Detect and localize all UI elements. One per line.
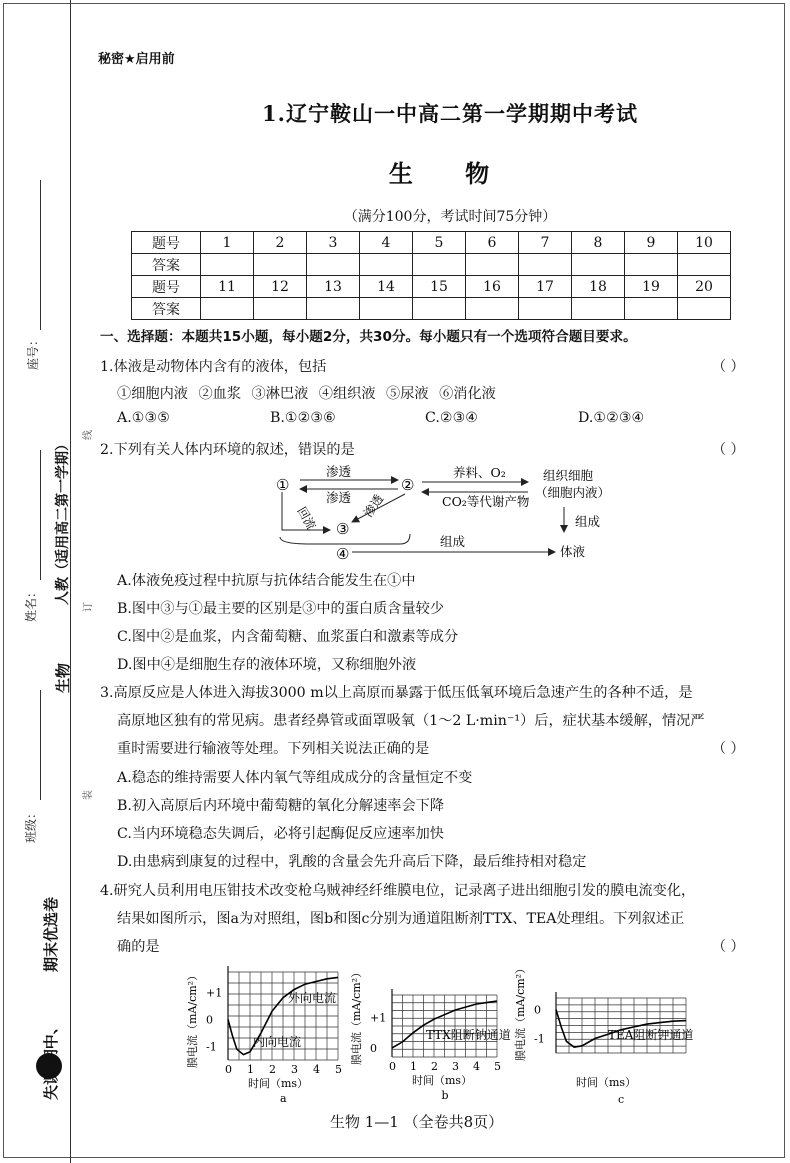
label-compose2: 组成: [440, 534, 466, 549]
answer-cell[interactable]: [307, 254, 360, 276]
y-axis-label: 膜电流（mA/cm²）: [350, 966, 363, 1065]
q3-line2: 高原地区独有的常见病。患者经鼻管或面罩吸氧（1～2 L·min⁻¹）后，症状基本缓解，情况严: [117, 713, 705, 729]
table-cell: 题号: [132, 276, 201, 298]
answer-cell[interactable]: [519, 298, 572, 320]
seat-label: 座号：: [26, 333, 40, 370]
q4-line1: 4.研究人员利用电压钳技术改变枪乌贼神经纤维膜电位，记录离子进出细胞引发的膜电流变化，: [100, 883, 696, 899]
node-1: ①: [276, 476, 290, 494]
label-shentou2: 渗透: [326, 490, 352, 505]
q2-stem: 2.下列有关人体内环境的叙述，错误的是: [100, 442, 355, 458]
exam-title: 1.辽宁鞍山一中高二第一学期期中考试: [262, 101, 638, 126]
answer-cell[interactable]: [201, 298, 254, 320]
q4-line3: 确的是: [117, 939, 160, 955]
y-tick-label: -1: [206, 1040, 217, 1054]
label-waste: CO₂等代谢产物: [442, 494, 530, 509]
q1-option-c: C.②③④: [425, 410, 479, 426]
q1-stem: 1.体液是动物体内含有的液体，包括: [100, 359, 327, 375]
table-cell: 11: [201, 276, 254, 298]
answer-cell[interactable]: [466, 298, 519, 320]
table-cell: 12: [254, 276, 307, 298]
table-cell: 15: [413, 276, 466, 298]
y-tick-label: +1: [206, 986, 223, 1000]
y-tick-label: 0: [370, 1041, 377, 1055]
x-tick-label: 2: [269, 1063, 276, 1076]
q3-option-d: D.由患病到康复的过程中，乳酸的含量会先升高后下降，最后维持相对稳定: [117, 854, 587, 870]
table-row: [132, 298, 731, 320]
answer-table: [131, 231, 731, 320]
answer-cell[interactable]: [307, 298, 360, 320]
q1-option-d: D.①②③④: [578, 410, 645, 426]
binding-sidebar: [0, 0, 94, 1163]
label-cell2: （细胞内液）: [535, 485, 611, 500]
y-tick-label: -1: [534, 1032, 545, 1046]
annotation-tea: TEA阻断钾通道: [608, 1028, 694, 1042]
secret-label: 秘密★启用前: [98, 52, 175, 67]
answer-cell[interactable]: [413, 254, 466, 276]
bind-mark: 装: [83, 790, 94, 800]
label-cell: 组织细胞: [543, 468, 594, 483]
body-fluid-diagram: [270, 462, 620, 564]
subject-title: 生 物: [388, 159, 512, 188]
answer-cell[interactable]: [254, 254, 307, 276]
table-cell: 答案: [132, 298, 201, 320]
x-tick-label: 1: [410, 1060, 417, 1073]
q3-option-c: C.当内环境稳态失调后，必将引起酶促反应速率加快: [117, 826, 444, 842]
table-cell: 答案: [132, 254, 201, 276]
table-cell: 17: [519, 276, 572, 298]
y-axis-label: 膜电流（mA/cm²）: [514, 962, 527, 1061]
seat-underline: [40, 180, 41, 330]
q3-line1: 3.高原反应是人体进入海拔3000 m以上高原而暴露于低压低氧环境后急速产生的各种不适，是: [100, 685, 693, 701]
panel-label: a: [280, 1092, 287, 1105]
table-cell: 10: [678, 232, 731, 254]
answer-cell[interactable]: [201, 254, 254, 276]
table-row: [132, 254, 731, 276]
table-row: [132, 232, 731, 254]
table-cell: 3: [307, 232, 360, 254]
annotation-inward-current: 内向电流: [253, 1035, 302, 1049]
y-tick-label: 0: [206, 1013, 213, 1027]
answer-cell[interactable]: [572, 254, 625, 276]
x-axis-label: 时间（ms）: [576, 1076, 637, 1089]
answer-cell[interactable]: [360, 298, 413, 320]
table-cell: 13: [307, 276, 360, 298]
q1-items: ①细胞内液 ②血浆 ③淋巴液 ④组织液 ⑤尿液 ⑥消化液: [117, 386, 496, 402]
q3-option-b: B.初入高原后内环境中葡萄糖的氧化分解速率会下降: [117, 798, 445, 814]
q2-paren: （ ）: [712, 442, 745, 458]
q2-option-a: A.体液免疫过程中抗原与抗体结合能发生在①中: [117, 573, 416, 589]
answer-cell[interactable]: [254, 298, 307, 320]
x-tick-label: 4: [473, 1060, 480, 1073]
answer-cell[interactable]: [625, 298, 678, 320]
answer-cell[interactable]: [625, 254, 678, 276]
q4-line2: 结果如图所示，图a为对照组，图b和图c分别为通道阻断剂TTX、TEA处理组。下列叙述正: [117, 911, 685, 927]
x-tick-label: 0: [225, 1063, 232, 1076]
table-cell: 9: [625, 232, 678, 254]
answer-cell[interactable]: [678, 254, 731, 276]
x-tick-label: 2: [431, 1060, 438, 1073]
panel-label: c: [618, 1093, 625, 1105]
table-cell: 5: [413, 232, 466, 254]
table-cell: 8: [572, 232, 625, 254]
table-cell: 7: [519, 232, 572, 254]
x-axis-label: 时间（ms）: [248, 1077, 309, 1090]
table-cell: 2: [254, 232, 307, 254]
class-label: 班级：: [24, 806, 38, 843]
table-cell: 18: [572, 276, 625, 298]
q3-line3: 重时需要进行输液等处理。下列相关说法正确的是: [117, 741, 430, 757]
label-shentou1: 渗透: [326, 464, 352, 479]
x-tick-label: 3: [291, 1063, 298, 1076]
y-axis-label: 膜电流（mA/cm²）: [186, 969, 199, 1068]
panel-label: b: [441, 1089, 449, 1102]
node-3: ③: [336, 520, 350, 538]
q2-option-b: B.图中③与①最主要的区别是③中的蛋白质含量较少: [117, 601, 445, 617]
table-cell: 1: [201, 232, 254, 254]
q2-option-d: D.图中④是细胞生存的液体环境，又称细胞外液: [117, 657, 417, 673]
name-label: 姓名：: [24, 585, 38, 622]
q1-option-a: A.①③⑤: [117, 410, 170, 426]
q1-paren: （ ）: [712, 359, 745, 375]
node-2: ②: [401, 476, 415, 494]
order-mark: 订: [83, 602, 94, 612]
score-info: （满分100分，考试时间75分钟）: [343, 209, 557, 225]
brand-subtitle: 期末优选卷: [42, 896, 60, 972]
edition-label: 人教（适用高二第一学期）: [55, 437, 71, 605]
name-underline: [40, 450, 41, 580]
answer-cell[interactable]: [572, 298, 625, 320]
table-row: [132, 276, 731, 298]
answer-cell[interactable]: [413, 298, 466, 320]
x-tick-label: 5: [494, 1060, 501, 1073]
table-cell: 14: [360, 276, 413, 298]
line-mark: 线: [83, 430, 94, 440]
page-footer: 生物 1—1 （全卷共8页）: [330, 1113, 504, 1131]
answer-cell[interactable]: [678, 298, 731, 320]
brand-name: 失误·期中、: [42, 1019, 60, 1100]
x-tick-label: 4: [313, 1063, 320, 1076]
annotation-ttx: TTX阻断钠通道: [426, 1028, 511, 1042]
membrane-current-charts: [170, 960, 730, 1105]
q2-option-c: C.图中②是血浆，内含葡萄糖、血浆蛋白和激素等成分: [117, 629, 459, 645]
answer-cell[interactable]: [360, 254, 413, 276]
subject-label: 生物: [54, 662, 72, 693]
table-cell: 16: [466, 276, 519, 298]
table-cell: 题号: [132, 232, 201, 254]
q3-paren: （ ）: [712, 741, 745, 757]
y-tick-label: +1: [370, 1011, 387, 1025]
answer-cell[interactable]: [519, 254, 572, 276]
table-cell: 19: [625, 276, 678, 298]
label-nutrients: 养料、O₂: [453, 465, 506, 480]
section-heading: 一、选择题：本题共15小题，每小题2分，共30分。每小题只有一个选项符合题目要求。: [100, 329, 637, 345]
table-cell: 6: [466, 232, 519, 254]
answer-cell[interactable]: [466, 254, 519, 276]
label-shentou3: 渗透: [360, 492, 387, 520]
class-underline: [40, 690, 41, 800]
table-cell: 4: [360, 232, 413, 254]
x-tick-label: 0: [389, 1060, 396, 1073]
x-axis-label: 时间（ms）: [412, 1074, 473, 1087]
x-tick-label: 1: [247, 1063, 254, 1076]
label-huiliu: 回流: [294, 504, 319, 533]
label-compose: 组成: [575, 514, 601, 529]
node-4: ④: [336, 545, 350, 563]
y-tick-label: 0: [534, 1003, 541, 1017]
x-tick-label: 5: [335, 1063, 342, 1076]
q1-option-b: B.①②③⑥: [270, 410, 336, 426]
table-cell: 20: [678, 276, 731, 298]
q4-paren: （ ）: [712, 939, 745, 955]
label-body-fluid: 体液: [560, 544, 586, 559]
x-tick-label: 3: [452, 1060, 459, 1073]
annotation-outward-current: 外向电流: [288, 991, 337, 1005]
q3-option-a: A.稳态的维持需要人体内氧气等组成成分的含量恒定不变: [117, 770, 473, 786]
